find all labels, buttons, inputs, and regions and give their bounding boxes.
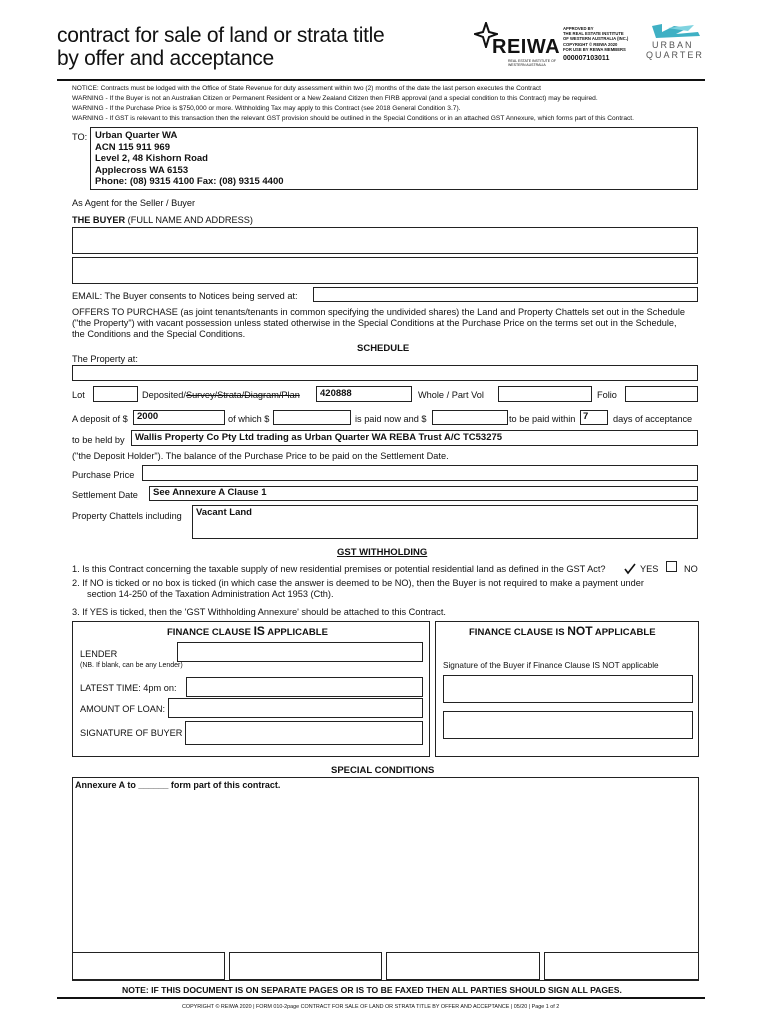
approval-line-1: APPROVED BY xyxy=(563,26,594,31)
to-line-3: Level 2, 48 Kishorn Road xyxy=(95,153,208,164)
lot-field[interactable] xyxy=(93,386,138,402)
notice-text: NOTICE: Contracts must be lodged with the Office of State Revenue for duty assessment within two (2) months of the date the last person executes the Contract xyxy=(72,85,541,92)
finance-not-heading-a: FINANCE CLAUSE IS xyxy=(469,627,565,638)
footer-copyright: COPYRIGHT © REIWA 2020 | FORM 010-2page CONTRACT FOR SALE OF LAND OR STRATA TITLE BY OFFER AND ACCEPTANCE | 05/20 | Page 1 of 2 xyxy=(182,1004,560,1010)
header-rule xyxy=(57,79,705,81)
gst-no-label: NO xyxy=(684,564,698,574)
gst-yes-checkbox[interactable] xyxy=(624,562,635,573)
paid-within-label: to be paid within xyxy=(509,414,576,424)
footer-note: NOTE: IF THIS DOCUMENT IS ON SEPARATE PAGES OR IS TO BE FAXED THEN ALL PARTIES SHOULD SIGN ALL PAGES. xyxy=(122,985,622,995)
title-line-1: contract for sale of land or strata title xyxy=(57,24,385,47)
purchase-price-field[interactable] xyxy=(142,465,698,481)
finance-not-applicable-panel xyxy=(435,621,699,757)
reiwa-tagline: REAL ESTATE INSTITUTE OF WESTERN AUSTRALIA xyxy=(508,59,556,67)
signature-cell-3[interactable] xyxy=(386,952,540,980)
balance-deposit-field[interactable] xyxy=(432,410,508,425)
gst-no-checkbox[interactable] xyxy=(666,561,677,572)
title-line-2: by offer and acceptance xyxy=(57,47,274,70)
buyer-signature-label: SIGNATURE OF BUYER xyxy=(80,728,183,738)
gst-heading: GST WITHHOLDING xyxy=(337,547,428,558)
buyer-label-rest: (FULL NAME AND ADDRESS) xyxy=(127,215,253,225)
approval-line-2: THE REAL ESTATE INSTITUTE xyxy=(563,31,624,37)
latest-time-label: LATEST TIME: 4pm on: xyxy=(80,683,177,693)
gst-item-2b: section 14-250 of the Taxation Administration Act 1953 (Cth). xyxy=(87,589,334,599)
property-label: The Property at: xyxy=(72,354,138,364)
offer-line-3: the Conditions and the Special Conditions. xyxy=(72,329,246,339)
deposit-label: A deposit of $ xyxy=(72,414,128,424)
reiwa-logo-text: REIWA xyxy=(492,36,561,58)
approval-line-5: FOR USE BY REIWA MEMBERS xyxy=(563,46,626,52)
chattels-label: Property Chattels including xyxy=(72,511,182,521)
deposit-amount-field[interactable]: 2000 xyxy=(133,410,225,425)
offer-line-1: OFFERS TO PURCHASE (as joint tenants/tenants in common specifying the undivided shares) the Land and Property Chattels set out in the Schedule xyxy=(72,307,685,317)
purchase-price-label: Purchase Price xyxy=(72,470,135,480)
whole-part-vol-label: Whole / Part Vol xyxy=(418,390,484,400)
to-box[interactable] xyxy=(90,127,698,190)
urban-quarter-logo xyxy=(644,22,706,66)
approval-line-4: COPYRIGHT © REIWA 2020 xyxy=(563,41,618,47)
days-label: days of acceptance xyxy=(613,414,693,424)
signature-cell-1[interactable] xyxy=(72,952,225,980)
lender-field[interactable] xyxy=(177,642,423,662)
buyer-name-field-2[interactable] xyxy=(72,257,698,284)
special-conditions-text: Annexure A to ______ form part of this contract. xyxy=(75,780,281,790)
to-line-5: Phone: (08) 9315 4100 Fax: (08) 9315 4400 xyxy=(95,176,284,187)
latest-time-field[interactable] xyxy=(186,677,423,697)
plan-number-field[interactable]: 420888 xyxy=(316,386,412,402)
agent-line: As Agent for the Seller / Buyer xyxy=(72,198,196,208)
loan-amount-field[interactable] xyxy=(168,698,423,718)
deposit-holder-field[interactable]: Wallis Property Co Pty Ltd trading as Urban Quarter WA REBA Trust A/C TC53275 xyxy=(131,430,698,446)
approval-block xyxy=(563,26,628,64)
lender-note: (NB. If blank, can be any Lender) xyxy=(80,662,183,669)
chattels-field[interactable]: Vacant Land xyxy=(192,505,698,539)
held-by-label: to be held by xyxy=(72,435,125,445)
to-line-1: Urban Quarter WA xyxy=(95,130,178,141)
paid-now-label: is paid now and $ xyxy=(355,414,427,424)
email-field[interactable] xyxy=(313,287,698,302)
deposited-label: Deposited/ xyxy=(142,390,186,400)
email-label: EMAIL: The Buyer consents to Notices being served at: xyxy=(72,291,298,301)
to-label: TO: xyxy=(72,132,88,142)
finance-applicable-heading-b: IS xyxy=(253,624,265,638)
folio-field[interactable] xyxy=(625,386,698,402)
of-which-label: of which $ xyxy=(228,414,270,424)
to-line-4: Applecross WA 6153 xyxy=(95,164,189,176)
of-which-field[interactable] xyxy=(273,410,351,425)
buyer-label-bold: THE BUYER xyxy=(72,215,126,225)
reiwa-logo xyxy=(474,22,564,70)
deposit-holder-text: ("the Deposit Holder"). The balance of the Purchase Price to be paid on the Settlement Date. xyxy=(72,451,449,461)
form-number: 000007103011 xyxy=(563,55,610,63)
volume-field[interactable] xyxy=(498,386,592,402)
struck-plan-types: Survey/Strata/Diagram/Plan xyxy=(185,390,300,400)
special-conditions-field[interactable] xyxy=(72,777,699,981)
finance-applicable-heading-c: APPLICABLE xyxy=(267,627,328,638)
signature-cell-2[interactable] xyxy=(229,952,382,980)
finance-applicable-heading-a: FINANCE CLAUSE xyxy=(167,627,251,638)
finance-not-heading-b: NOT xyxy=(567,624,593,638)
offer-line-2: ("the Property") with vacant possession unless stated otherwise in the Special Conditions at the Purchase Price on the terms set out in the Schedule, xyxy=(72,318,677,328)
gst-item-2a: 2. If NO is ticked or no box is ticked (in which case the answer is deemed to be NO), then the Buyer is not required to make a payment under xyxy=(72,578,644,588)
urban-quarter-mark-icon xyxy=(648,22,704,40)
loan-amount-label: AMOUNT OF LOAN: xyxy=(80,704,166,714)
finance-not-heading-c: APPLICABLE xyxy=(594,627,656,638)
finance-not-heading xyxy=(469,625,656,639)
warning-gst: WARNING - If GST is relevant to this transaction then the relevant GST provision should be outlined in the Special Conditions or in an attached GST Annexure, which forms part of this Contract. xyxy=(72,115,634,122)
offer-paragraph xyxy=(72,307,685,340)
to-line-2: ACN 115 911 969 xyxy=(95,141,171,153)
uq-logo-line-1: URBAN xyxy=(652,40,694,50)
finance-applicable-heading xyxy=(167,625,328,639)
finance-not-signature-field-2[interactable] xyxy=(443,711,693,739)
signature-cell-4[interactable] xyxy=(544,952,699,980)
schedule-heading: SCHEDULE xyxy=(357,343,410,354)
lot-label: Lot xyxy=(72,390,85,400)
buyer-label xyxy=(72,214,253,226)
settlement-date-label: Settlement Date xyxy=(72,490,138,500)
gst-item-1: 1. Is this Contract concerning the taxable supply of new residential premises or potential residential land as defined in the GST Act? xyxy=(72,564,606,574)
gst-yes-label: YES xyxy=(640,564,659,574)
special-conditions-heading: SPECIAL CONDITIONS xyxy=(331,765,435,776)
buyer-name-field-1[interactable] xyxy=(72,227,698,254)
page-title xyxy=(57,24,384,70)
uq-logo-line-2: QUARTER xyxy=(646,50,704,60)
buyer-signature-field[interactable] xyxy=(185,721,423,745)
settlement-date-field[interactable]: See Annexure A Clause 1 xyxy=(149,486,698,501)
finance-not-signature-label: Signature of the Buyer if Finance Clause IS NOT applicable xyxy=(443,661,659,670)
folio-label: Folio xyxy=(597,390,617,400)
lender-label: LENDER xyxy=(80,649,118,659)
checkmark-icon xyxy=(624,563,636,575)
days-field[interactable]: 7 xyxy=(580,410,608,425)
gst-item-3: 3. If YES is ticked, then the 'GST Withholding Annexure' should be attached to this Contract. xyxy=(72,607,446,617)
to-address xyxy=(95,130,284,188)
property-address-field[interactable] xyxy=(72,365,698,381)
warning-firb: WARNING - If the Buyer is not an Australian Citizen or Permanent Resident or a New Zealand Citizen then FIRB approval (and a special condition to this Contract) may be required. xyxy=(72,95,598,102)
finance-applicable-panel xyxy=(72,621,430,757)
footer-rule xyxy=(57,997,705,999)
deposited-plan-label xyxy=(142,389,300,401)
finance-not-signature-field-1[interactable] xyxy=(443,675,693,703)
warning-withholding: WARNING - If the Purchase Price is $750,000 or more. Withholding Tax may apply to this Contract (see 2018 General Condition 3.7). xyxy=(72,105,461,112)
approval-line-3: OF WESTERN AUSTRALIA (INC.) xyxy=(563,36,629,42)
